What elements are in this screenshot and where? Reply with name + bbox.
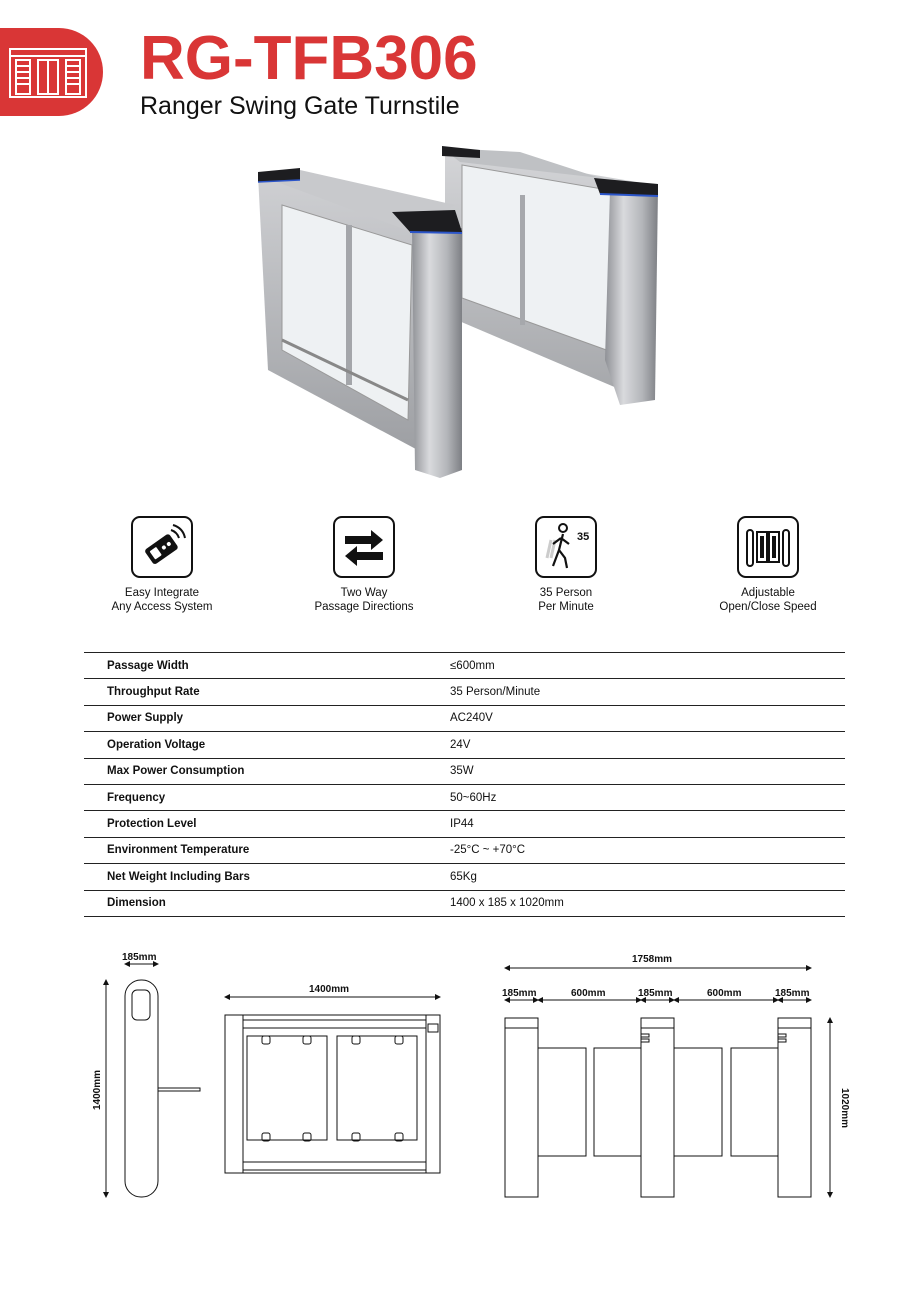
spec-key: Max Power Consumption: [84, 758, 450, 784]
spec-key: Operation Voltage: [84, 732, 450, 758]
table-row: [84, 653, 845, 679]
feature-line2: Passage Directions: [314, 601, 414, 613]
spec-key: Net Weight Including Bars: [84, 864, 450, 890]
table-row: [84, 811, 845, 837]
feature-throughput: [466, 516, 666, 614]
spec-key: Throughput Rate: [84, 679, 450, 705]
two-way-arrows-icon: [333, 516, 395, 578]
spec-value: 24V: [450, 732, 845, 758]
model-title: RG-TFB306: [140, 24, 478, 93]
spec-value: -25°C ~ +70°C: [450, 837, 845, 863]
product-image: [250, 140, 670, 485]
feature-line1: Easy Integrate: [124, 587, 200, 599]
feature-two-way: [264, 516, 464, 614]
table-row: [84, 705, 845, 731]
table-row: [84, 732, 845, 758]
walking-person-icon: [535, 516, 597, 578]
dim-side-width: 185mm: [122, 952, 157, 963]
spec-value: 1400 x 185 x 1020mm: [450, 890, 845, 916]
table-row: [84, 864, 845, 890]
dim-front-seg1: 185mm: [502, 988, 537, 999]
dim-side-height: 1400mm: [92, 1069, 103, 1110]
turnstile-logo-icon: [8, 46, 88, 100]
remote-card-icon: [131, 516, 193, 578]
dim-front-total: 1758mm: [632, 954, 673, 965]
feature-line1: Adjustable: [741, 587, 795, 599]
dim-front-seg3: 185mm: [638, 988, 673, 999]
spec-key: Protection Level: [84, 811, 450, 837]
front-view-drawing: [505, 968, 830, 1197]
logo-badge: [0, 28, 103, 116]
dim-front-seg5: 185mm: [775, 988, 810, 999]
spec-value: 35W: [450, 758, 845, 784]
dim-front-seg2: 600mm: [571, 988, 606, 999]
spec-key: Dimension: [84, 890, 450, 916]
spec-key: Environment Temperature: [84, 837, 450, 863]
feature-speed: [668, 516, 868, 614]
dim-front-height: 1020mm: [839, 1088, 850, 1129]
feature-line2: Open/Close Speed: [719, 601, 817, 613]
spec-value: ≤600mm: [450, 653, 845, 679]
dim-top-length: 1400mm: [309, 984, 350, 995]
table-row: [84, 679, 845, 705]
table-row: [84, 758, 845, 784]
top-view-drawing: [225, 997, 440, 1173]
feature-access-system: [62, 516, 262, 614]
spec-key: Frequency: [84, 784, 450, 810]
spec-value: 50~60Hz: [450, 784, 845, 810]
table-row: [84, 784, 845, 810]
table-row: [84, 837, 845, 863]
spec-value: 35 Person/Minute: [450, 679, 845, 705]
feature-line2: Per Minute: [538, 601, 594, 613]
technical-drawings: [0, 940, 924, 1220]
feature-line1: Two Way: [340, 587, 388, 599]
swing-gate-speed-icon: [737, 516, 799, 578]
throughput-badge: 35: [577, 531, 590, 543]
spec-table: [84, 652, 845, 917]
spec-key: Power Supply: [84, 705, 450, 731]
spec-key: Passage Width: [84, 653, 450, 679]
spec-value: IP44: [450, 811, 845, 837]
feature-line2: Any Access System: [111, 601, 213, 613]
product-subtitle: Ranger Swing Gate Turnstile: [140, 92, 460, 120]
side-view-drawing: [106, 964, 200, 1197]
spec-value: AC240V: [450, 705, 845, 731]
feature-line1: 35 Person: [539, 587, 593, 599]
dim-front-seg4: 600mm: [707, 988, 742, 999]
table-row: [84, 890, 845, 916]
spec-value: 65Kg: [450, 864, 845, 890]
